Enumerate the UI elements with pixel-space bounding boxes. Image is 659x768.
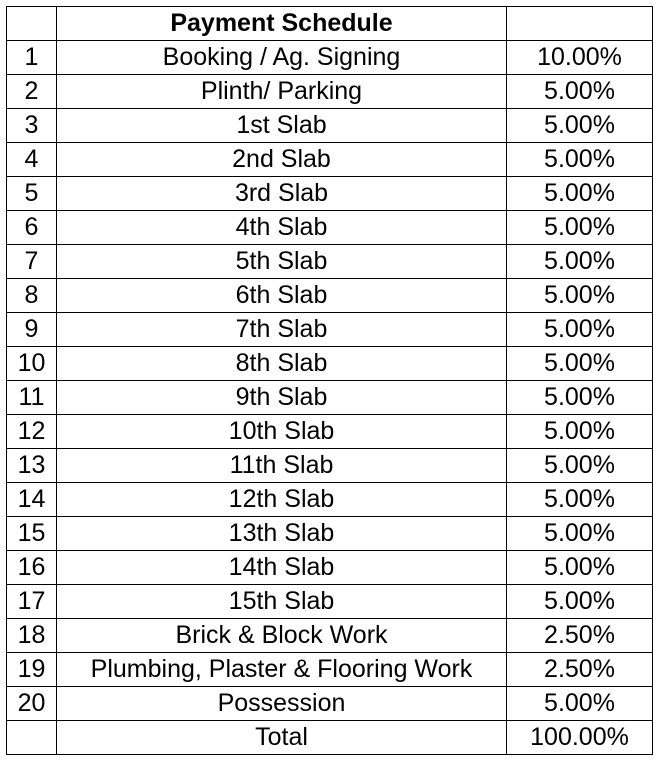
- table-row: [7, 211, 653, 245]
- row-number: 9: [7, 313, 57, 347]
- row-stage: 3rd Slab: [57, 177, 507, 211]
- row-stage: 2nd Slab: [57, 143, 507, 177]
- row-number: 14: [7, 483, 57, 517]
- row-number: 20: [7, 687, 57, 721]
- row-stage: 11th Slab: [57, 449, 507, 483]
- row-stage: 6th Slab: [57, 279, 507, 313]
- row-stage: Plinth/ Parking: [57, 75, 507, 109]
- row-percent: 5.00%: [507, 109, 653, 143]
- row-stage: 15th Slab: [57, 585, 507, 619]
- table-row: [7, 245, 653, 279]
- row-stage: 5th Slab: [57, 245, 507, 279]
- row-percent: 5.00%: [507, 585, 653, 619]
- table-row: [7, 551, 653, 585]
- table-row: [7, 585, 653, 619]
- row-number: 6: [7, 211, 57, 245]
- table-row: [7, 75, 653, 109]
- row-percent: 5.00%: [507, 517, 653, 551]
- row-percent: 5.00%: [507, 687, 653, 721]
- row-stage: Possession: [57, 687, 507, 721]
- row-number: 19: [7, 653, 57, 687]
- table-row: [7, 381, 653, 415]
- row-number: 15: [7, 517, 57, 551]
- payment-schedule-table: [6, 6, 653, 755]
- row-percent: 2.50%: [507, 653, 653, 687]
- row-percent: 5.00%: [507, 143, 653, 177]
- row-percent: 5.00%: [507, 245, 653, 279]
- row-percent: 5.00%: [507, 483, 653, 517]
- table-row: [7, 483, 653, 517]
- row-stage: 14th Slab: [57, 551, 507, 585]
- row-stage: 10th Slab: [57, 415, 507, 449]
- row-number: 3: [7, 109, 57, 143]
- row-stage: 8th Slab: [57, 347, 507, 381]
- header-percent-cell: [507, 7, 653, 41]
- row-number: 4: [7, 143, 57, 177]
- row-number: 16: [7, 551, 57, 585]
- row-percent: 5.00%: [507, 75, 653, 109]
- table-row: [7, 109, 653, 143]
- row-percent: 2.50%: [507, 619, 653, 653]
- row-stage: Brick & Block Work: [57, 619, 507, 653]
- row-number: 2: [7, 75, 57, 109]
- table-row: [7, 177, 653, 211]
- row-percent: 5.00%: [507, 347, 653, 381]
- row-number: 10: [7, 347, 57, 381]
- row-stage: 12th Slab: [57, 483, 507, 517]
- row-stage: 9th Slab: [57, 381, 507, 415]
- row-stage: 7th Slab: [57, 313, 507, 347]
- table-row: [7, 619, 653, 653]
- row-number: 1: [7, 41, 57, 75]
- table-row: [7, 653, 653, 687]
- table-row: [7, 517, 653, 551]
- table-row: [7, 143, 653, 177]
- row-percent: 5.00%: [507, 415, 653, 449]
- row-percent: 5.00%: [507, 381, 653, 415]
- row-percent: 10.00%: [507, 41, 653, 75]
- row-percent: 5.00%: [507, 279, 653, 313]
- table-title: Payment Schedule: [57, 7, 507, 41]
- table-row: [7, 41, 653, 75]
- table-row: [7, 313, 653, 347]
- schedule-body: [7, 41, 653, 721]
- row-stage: Plumbing, Plaster & Flooring Work: [57, 653, 507, 687]
- row-number: 5: [7, 177, 57, 211]
- total-value: 100.00%: [507, 721, 653, 755]
- row-number: 18: [7, 619, 57, 653]
- total-label: Total: [57, 721, 507, 755]
- table-row: [7, 449, 653, 483]
- table-row: [7, 415, 653, 449]
- table-row: [7, 687, 653, 721]
- row-percent: 5.00%: [507, 449, 653, 483]
- row-percent: 5.00%: [507, 313, 653, 347]
- total-row: [7, 721, 653, 755]
- header-number-cell: [7, 7, 57, 41]
- table-row: [7, 279, 653, 313]
- row-number: 8: [7, 279, 57, 313]
- row-number: 12: [7, 415, 57, 449]
- row-stage: 1st Slab: [57, 109, 507, 143]
- table-row: [7, 347, 653, 381]
- row-number: 11: [7, 381, 57, 415]
- row-number: 17: [7, 585, 57, 619]
- row-stage: 4th Slab: [57, 211, 507, 245]
- row-percent: 5.00%: [507, 551, 653, 585]
- row-number: 13: [7, 449, 57, 483]
- header-row: [7, 7, 653, 41]
- row-stage: 13th Slab: [57, 517, 507, 551]
- row-percent: 5.00%: [507, 211, 653, 245]
- total-number-cell: [7, 721, 57, 755]
- row-number: 7: [7, 245, 57, 279]
- row-stage: Booking / Ag. Signing: [57, 41, 507, 75]
- row-percent: 5.00%: [507, 177, 653, 211]
